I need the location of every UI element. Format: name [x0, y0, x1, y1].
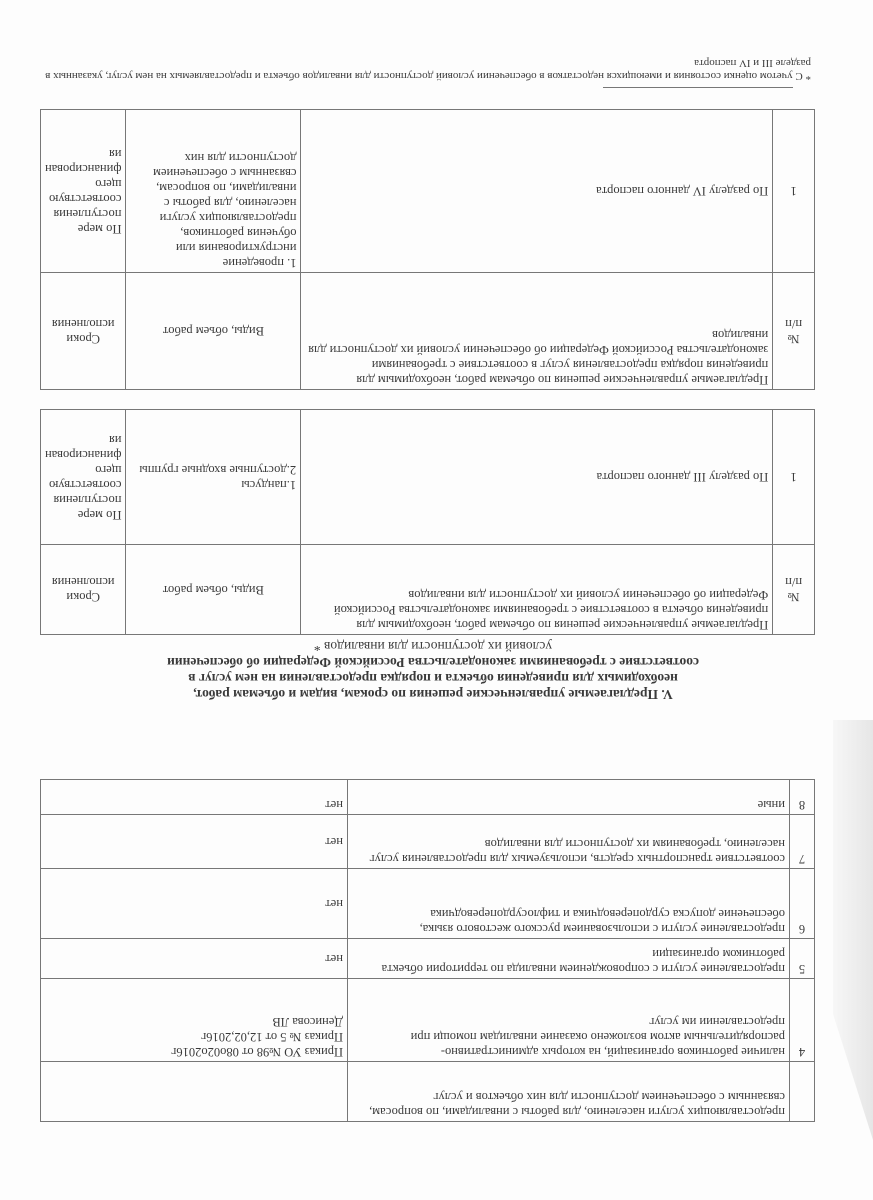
services-decisions-table — [40, 109, 815, 390]
footnote-divider — [603, 87, 793, 88]
header-terms: Сроки исполнения — [41, 545, 126, 635]
accessibility-services-table — [40, 779, 815, 1122]
table-row — [41, 815, 815, 869]
object-decisions-table — [40, 409, 815, 635]
row-number: 7 — [790, 815, 815, 869]
table-row — [41, 869, 815, 939]
row-decision: По разделу IV данного паспорта — [301, 110, 773, 273]
row-works: 1.пандусы 2.доступные входные группы — [126, 410, 301, 545]
row-text: наличие работников организаций, на которых административно-распорядительным актом возложено оказание инвалидам помощи при предоставлении им услуг — [348, 979, 790, 1062]
row-number: 8 — [790, 780, 815, 815]
row-text: соответствие транспортных средств, используемых для предоставления услуг населению, требованиям их доступности для инвалидов — [348, 815, 790, 869]
row-number: 1 — [773, 110, 815, 273]
header-num: № п/п — [773, 273, 815, 390]
header-works: Виды, объем работ — [126, 273, 301, 390]
table-header-row — [41, 545, 815, 635]
table-row — [41, 1062, 815, 1122]
heading-line: условий их доступности для инвалидов * — [313, 639, 553, 654]
table-header-row — [41, 273, 815, 390]
row-value — [41, 1062, 348, 1122]
table-row — [41, 979, 815, 1062]
row-works: 1. проведение инструктирования или обучения работников, предоставляющих услуги населению, для работы с инвалидами, по вопросам, связанным с обеспечением доступности для них — [126, 110, 301, 273]
row-value: нет — [41, 869, 348, 939]
page-fold-shadow — [833, 720, 873, 1140]
heading-line: V. Предлагаемые управленческие решения по срокам, видам и объемам работ, — [193, 687, 673, 702]
row-value: нет — [41, 780, 348, 815]
section-v-heading — [53, 638, 813, 702]
row-terms: По мере поступления соответствую щего финансирован ия — [41, 410, 126, 545]
row-value: Приказ УО №98 от 08о02о2016г Приказ № 5 от 12,02,2016г Денисова ЛВ — [41, 979, 348, 1062]
row-text: предоставление услуги с использованием русского жестового языка, обеспечение допуска сурдопереводчика и тифлосурдопереводчика — [348, 869, 790, 939]
row-number: 1 — [773, 410, 815, 545]
row-terms: По мере поступления соответствую щего финансирован ия — [41, 110, 126, 273]
table-row — [41, 780, 815, 815]
heading-line: необходимых для приведения объекта и порядка предоставления на нем услуг в — [188, 671, 678, 686]
header-terms: Сроки исполнения — [41, 273, 126, 390]
row-decision: По разделу III данного паспорта — [301, 410, 773, 545]
footnote: * С учетом оценки состояния и имеющихся недостатков в обеспечении условий доступности для инвалидов объекта и предоставляемых на нем услуг, указанных в разделе III и IV паспорта — [45, 57, 811, 82]
row-value: нет — [41, 815, 348, 869]
row-number: 4 — [790, 979, 815, 1062]
row-number — [790, 1062, 815, 1122]
table-row — [41, 410, 815, 545]
row-number: 5 — [790, 939, 815, 979]
row-number: 6 — [790, 869, 815, 939]
row-text: иные — [348, 780, 790, 815]
table-row — [41, 939, 815, 979]
row-text: предоставляющих услуги населению, для работы с инвалидами, по вопросам, связанным с обеспечением доступности для них объектов и услуг — [348, 1062, 790, 1122]
heading-line: соответствие с требованиями законодательства Российской Федерации об обеспечении — [167, 655, 699, 670]
table-row — [41, 110, 815, 273]
header-works: Виды, объем работ — [126, 545, 301, 635]
row-value: нет — [41, 939, 348, 979]
header-num: № п/п — [773, 545, 815, 635]
header-decision: Предлагаемые управленческие решения по объемам работ, необходимым для приведения объекта в соответствие с требованиями законодательства Российской Федерации об обеспечении условий их доступности для инвалидов — [301, 545, 773, 635]
header-decision: Предлагаемые управленческие решения по объемам работ, необходимым для приведения порядка предоставления услуг в соответствие с требованиями законодательства Российской Федерации об обеспечении условий их доступности для инвалидов — [301, 273, 773, 390]
row-text: предоставление услуги с сопровождением инвалида по территории объекта работником организации — [348, 939, 790, 979]
